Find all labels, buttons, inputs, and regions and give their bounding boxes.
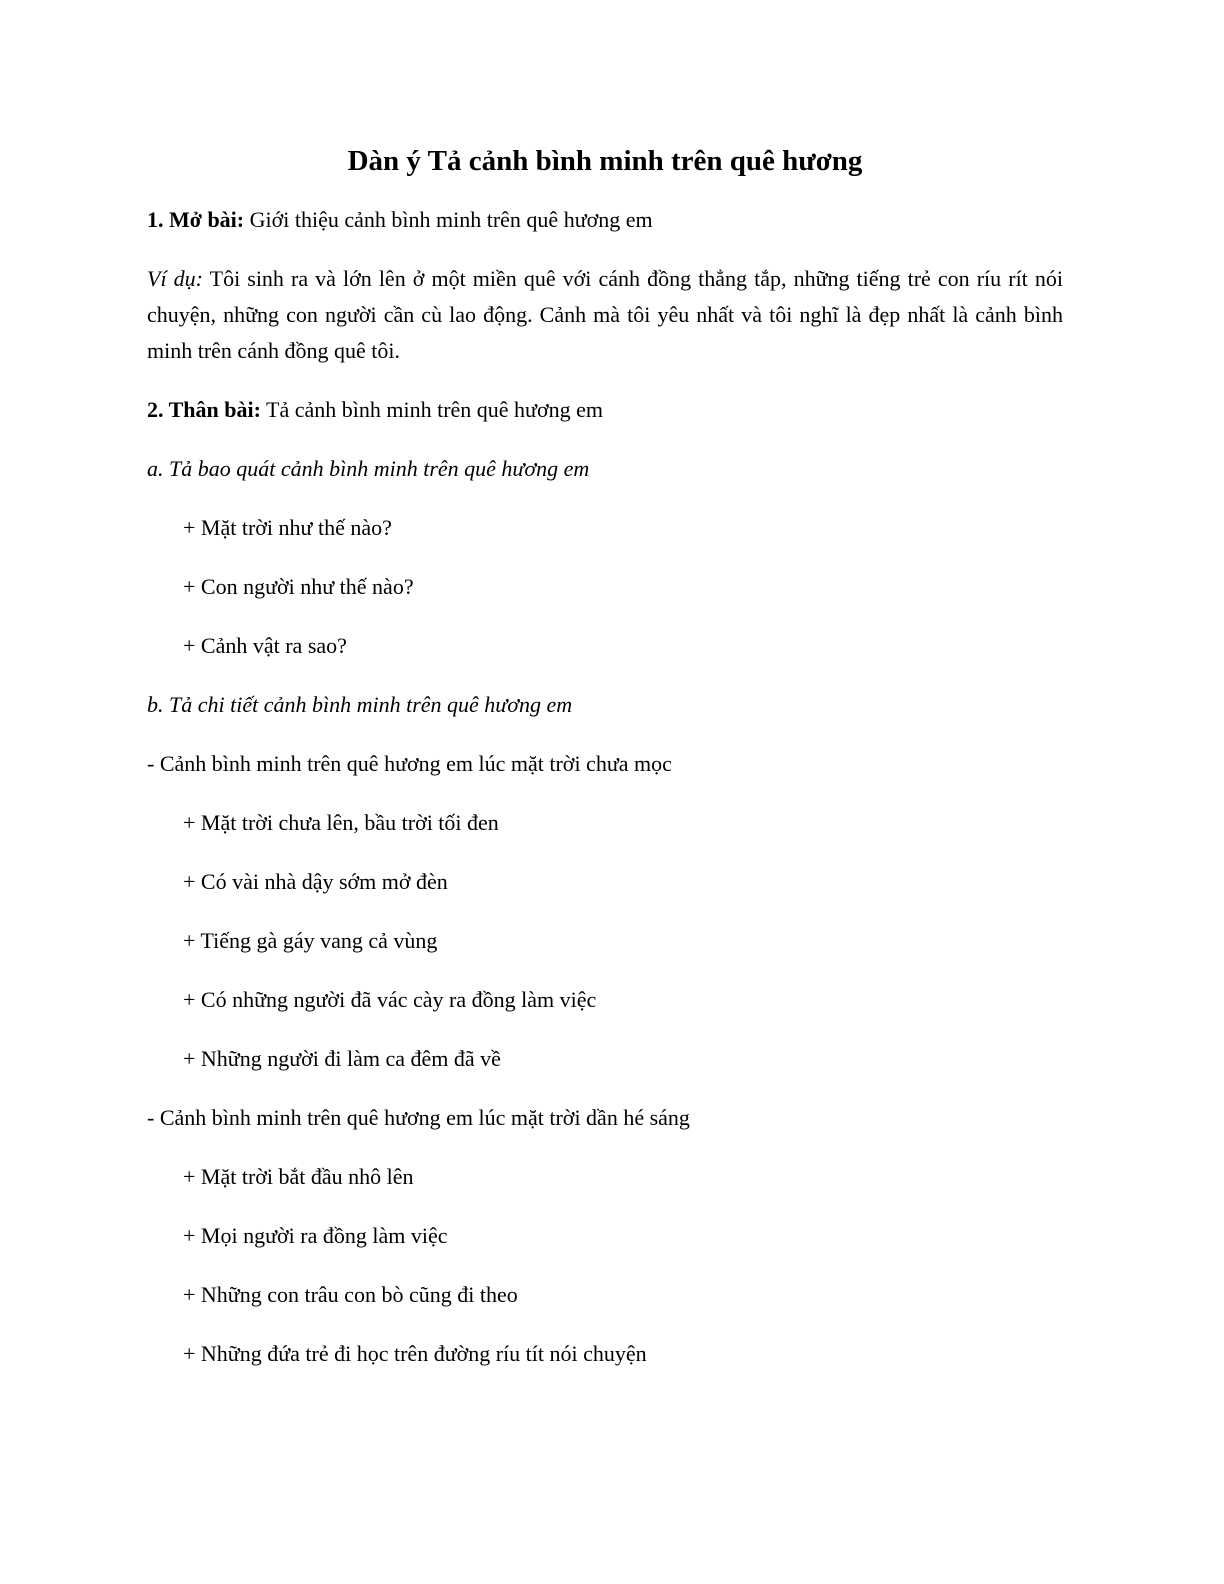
list-item: + Có vài nhà dậy sớm mở đèn (183, 869, 448, 894)
list-item: + Những đứa trẻ đi học trên đường ríu tít nói chuyện (183, 1341, 647, 1366)
list-item: + Mọi người ra đồng làm việc (183, 1223, 448, 1248)
document-page (147, 138, 1063, 1372)
body-label: 2. Thân bài: (147, 397, 261, 422)
list-item: + Cảnh vật ra sao? (183, 633, 347, 658)
intro-text: Giới thiệu cảnh bình minh trên quê hương em (244, 207, 653, 232)
list-item: + Mặt trời như thế nào? (183, 515, 392, 540)
example-paragraph (147, 261, 1063, 369)
list-item: + Những con trâu con bò cũng đi theo (183, 1282, 518, 1307)
document-title: Dàn ý Tả cảnh bình minh trên quê hương (347, 145, 863, 177)
body-text: Tả cảnh bình minh trên quê hương em (260, 397, 603, 422)
body-paragraph (147, 392, 1063, 428)
section-a-heading: a. Tả bao quát cảnh bình minh trên quê hương em (147, 456, 590, 481)
example-label: Ví dụ: (147, 266, 203, 291)
group-heading: - Cảnh bình minh trên quê hương em lúc mặt trời dần hé sáng (147, 1105, 690, 1130)
list-item: + Mặt trời bắt đầu nhô lên (183, 1164, 414, 1189)
list-item: + Tiếng gà gáy vang cả vùng (183, 928, 438, 953)
list-item: + Mặt trời chưa lên, bầu trời tối đen (183, 810, 499, 835)
intro-paragraph (147, 202, 1063, 238)
intro-label: 1. Mở bài: (147, 207, 245, 232)
list-item: + Con người như thế nào? (183, 574, 414, 599)
example-text: Tôi sinh ra và lớn lên ở một miền quê với cánh đồng thẳng tắp, những tiếng trẻ con ríu rít nói chuyện, những con người cần cù lao động. Cảnh mà tôi yêu nhất và tôi nghĩ là đẹp nhất là cảnh bình minh trên cánh đồng quê tôi. (147, 266, 1063, 363)
list-item: + Những người đi làm ca đêm đã về (183, 1046, 501, 1071)
list-item: + Có những người đã vác cày ra đồng làm việc (183, 987, 597, 1012)
section-b-heading: b. Tả chi tiết cảnh bình minh trên quê hương em (147, 692, 573, 717)
group-heading: - Cảnh bình minh trên quê hương em lúc mặt trời chưa mọc (147, 751, 672, 776)
